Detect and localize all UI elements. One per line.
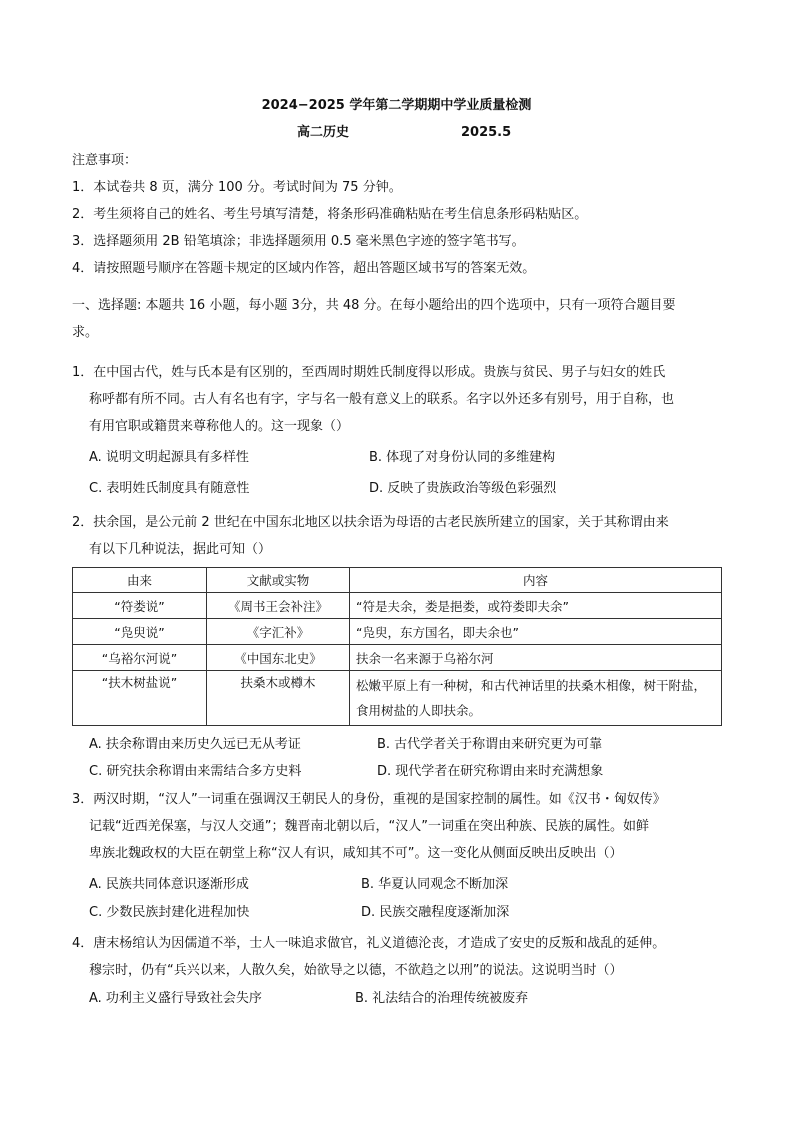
question-3-option-d[interactable]: D. 民族交融程度逐渐加深 (361, 905, 510, 920)
section-instruction: 求。 (72, 325, 99, 340)
question-3-option-c[interactable]: C. 少数民族封建化进程加快 (89, 905, 250, 920)
question-4-option-b[interactable]: B. 礼法结合的治理传统被废弃 (355, 991, 529, 1006)
question-2-stem: 有以下几种说法，据此可知（） (89, 542, 272, 557)
table-cell: 《周书王会补注》 (207, 593, 350, 619)
table-row (73, 645, 722, 671)
notice-item: 2．考生须将自己的姓名、考生号填写清楚，将条形码准确粘贴在考生信息条形码粘贴区。 (72, 207, 588, 222)
table-cell: “符娄说” (73, 593, 207, 619)
question-1-option-d[interactable]: D. 反映了贵族政治等级色彩强烈 (369, 481, 557, 496)
notice-item: 3．选择题须用 2B 铅笔填涂；非选择题须用 0.5 毫米黑色字迹的签字笔书写。 (72, 234, 525, 249)
question-3-stem: 3．两汉时期，“汉人”一词重在强调汉王朝民人的身份，重视的是国家控制的属性。如《汉书・匈奴传》 (72, 792, 666, 807)
notice-item: 1．本试卷共 8 页，满分 100 分。考试时间为 75 分钟。 (72, 180, 402, 195)
question-2-option-a[interactable]: A. 扶余称谓由来历史久远已无从考证 (89, 737, 301, 752)
table-row (73, 671, 722, 726)
table-cell: 《中国东北史》 (207, 645, 350, 671)
question-3-stem: 记载“近西羌保塞，与汉人交通”；魏晋南北朝以后，“汉人”一词重在突出种族、民族的属性。如鲜 (89, 819, 649, 834)
table-header: 内容 (350, 568, 722, 593)
question-3-stem: 卑族北魏政权的大臣在朝堂上称“汉人有识，咸知其不可”。这一变化从侧面反映出反映出（） (89, 846, 623, 861)
question-3-option-b[interactable]: B. 华夏认同观念不断加深 (361, 877, 509, 892)
question-3-option-a[interactable]: A. 民族共同体意识逐渐形成 (89, 877, 249, 892)
table-header: 文献或实物 (207, 568, 350, 593)
table-cell: “凫臾说” (73, 619, 207, 645)
exam-title: 2024−2025 学年第二学期期中学业质量检测 (261, 98, 532, 113)
question-1-option-b[interactable]: B. 体现了对身份认同的多维建构 (369, 450, 556, 465)
question-1-option-a[interactable]: A. 说明文明起源具有多样性 (89, 450, 249, 465)
section-instruction: 一、选择题: 本题共 16 小题，每小题 3分，共 48 分。在每小题给出的四个选项中，只有一项符合题目要 (72, 298, 676, 313)
question-2-stem: 2．扶余国，是公元前 2 世纪在中国东北地区以扶余语为母语的古老民族所建立的国家，关于其称谓由来 (72, 515, 669, 530)
table-cell: 松嫩平原上有一种树，和古代神话里的扶桑木相像，树干附盐，食用树盐的人即扶余。 (350, 671, 722, 726)
question-4-option-a[interactable]: A. 功利主义盛行导致社会失序 (89, 991, 262, 1006)
table-cell: 《字汇补》 (207, 619, 350, 645)
table-cell: “凫臾，东方国名，即夫余也” (350, 619, 722, 645)
exam-date: 2025.5 (461, 125, 512, 140)
table-cell: “乌裕尔河说” (73, 645, 207, 671)
table-row (73, 593, 722, 619)
table-cell: 扶桑木或樽木 (207, 671, 350, 726)
question-2-option-c[interactable]: C. 研究扶余称谓由来需结合多方史料 (89, 764, 302, 779)
table-header: 由来 (73, 568, 207, 593)
question-4-stem: 4．唐末杨绾认为因儒道不举，士人一味追求做官，礼义道德沦丧，才造成了安史的反叛和战乱的延伸。 (72, 936, 666, 951)
question-2-option-d[interactable]: D. 现代学者在研究称谓由来时充满想象 (377, 764, 604, 779)
table-cell: 扶余一名来源于乌裕尔河 (350, 645, 722, 671)
table-cell: “符是夫余，娄是挹娄，或符娄即夫余” (350, 593, 722, 619)
table-row (73, 619, 722, 645)
notice-heading: 注意事项： (72, 153, 138, 168)
question-2-option-b[interactable]: B. 古代学者关于称谓由来研究更为可靠 (377, 737, 603, 752)
question-1-stem: 有用官职或籍贯来尊称他人的。这一现象（） (89, 419, 350, 434)
question-4-stem: 穆宗时，仍有“兵兴以来，人散久矣，始欲导之以德，不欲趋之以刑”的说法。这说明当时（） (89, 963, 623, 978)
table-cell: “扶木树盐说” (73, 671, 207, 726)
subject-label: 高二历史 (297, 125, 350, 140)
question-1-stem: 1．在中国古代，姓与氏本是有区别的，至西周时期姓氏制度得以形成。贵族与贫民、男子与妇女的姓氏 (72, 365, 666, 380)
question-1-stem: 称呼都有所不同。古人有名也有字，字与名一般有意义上的联系。名字以外还多有别号，用于自称，也 (89, 392, 675, 407)
notice-item: 4．请按照题号顺序在答题卡规定的区域内作答，超出答题区域书写的答案无效。 (72, 261, 536, 276)
question-1-option-c[interactable]: C. 表明姓氏制度具有随意性 (89, 481, 250, 496)
source-table (72, 567, 722, 726)
